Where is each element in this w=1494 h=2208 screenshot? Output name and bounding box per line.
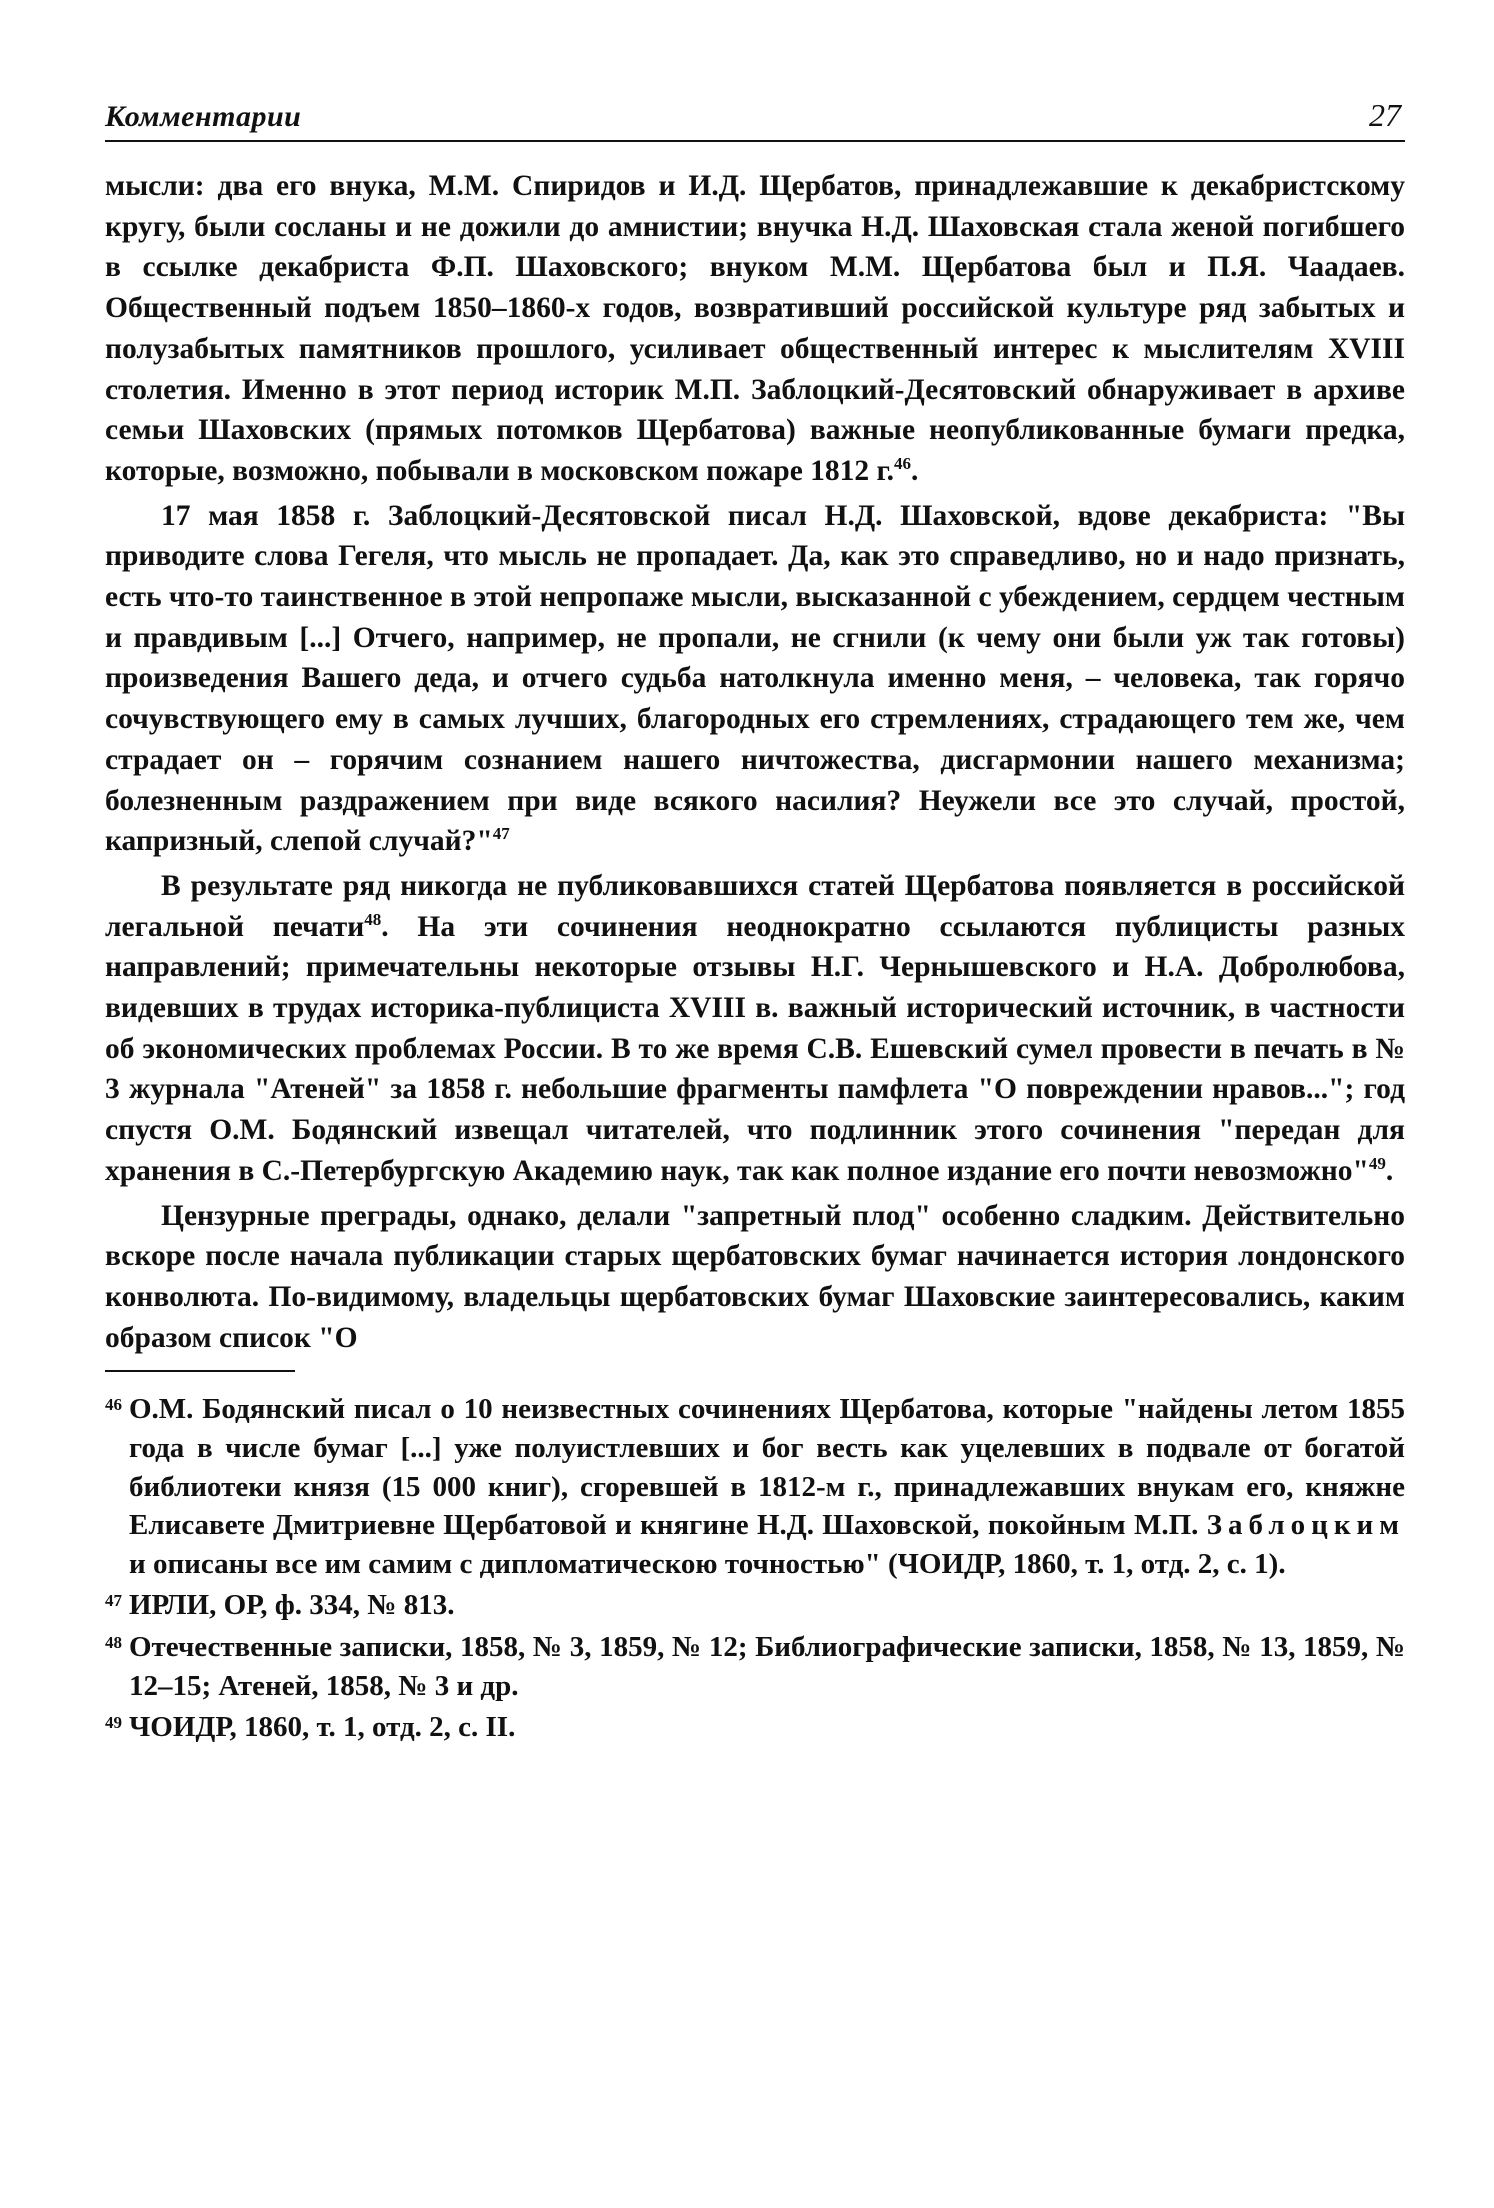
- footnote-text: ИРЛИ, ОР, ф. 334, № 813.: [129, 1589, 455, 1622]
- paragraph-4: [105, 1196, 1405, 1359]
- footnote-48: [105, 1628, 1405, 1705]
- footnote-ref: 47: [492, 824, 510, 844]
- footnote-ref: 48: [364, 909, 382, 929]
- footnote-number: 49: [105, 1713, 122, 1733]
- running-header: [105, 88, 1405, 142]
- footnote-47: [105, 1586, 1405, 1625]
- paragraph-text: Цензурные преграды, однако, делали "запретный плод" особенно сладким. Действительно вскоре после начала публикации старых щербатовских бумаг начинается история лондонского конволюта. По-видимому, владельцы щербатовских бумаг Шаховские заинтересовались, каким образом список "О: [105, 1199, 1405, 1354]
- footnote-text: О.М. Бодянский писал о 10 неизвестных сочинениях Щербатова, которые "найдены летом 1855 года в числе бумаг [...] уже полуистлевших и бог весть как уцелевших в подвале от богатой библиотеки князя (15 000 книг), сгоревшей в 1812-м г., принадлежавших внукам его, княжне Елисавете Дмитриевне Щербатовой и княгине Н.Д. Шаховской, покойным М.П.: [129, 1393, 1405, 1542]
- footnote-spaced-name: Заблоцким: [1206, 1509, 1405, 1542]
- footnote-ref: 49: [1368, 1154, 1386, 1174]
- footnote-text: Отечественные записки, 1858, № 3, 1859, № 12; Библиографические записки, 1858, № 13, 1859, № 12–15; Атеней, 1858, № 3 и др.: [129, 1630, 1405, 1702]
- paragraph-1: [105, 166, 1405, 492]
- paragraph-text: 17 мая 1858 г. Заблоцкий-Десятовской писал Н.Д. Шаховской, вдове декабриста: "Вы приводите слова Гегеля, что мысль не пропадает. Да, как это справедливо, но и надо признать, есть что-то таинственное в этой непропаже мысли, высказанной с убеждением, сердцем честным и правдивым [...] Отчего, например, не пропали, не сгнили (к чему они были уж так готовы) произведения Вашего деда, и отчего судьба натолкнула именно меня, – человека, так горячо сочувствующего ему в самых лучших, благородных его стремлениях, страдающего тем же, чем страдает он – горячим сознанием нашего ничтожества, дисгармонии нашего механизма; болезненным раздражением при виде всякого насилия? Неужели все это случай, простой, капризный, слепой случай?": [105, 499, 1405, 858]
- paragraph-2: [105, 496, 1405, 862]
- paragraph-text-tail: . На эти сочинения неоднократно ссылаются публицисты разных направлений; примечательны некоторые отзывы Н.Г. Чернышевского и Н.А. Добролюбова, видевших в трудах историка-публициста XVIII в. важный исторический источник, в частности об экономических проблемах России. В то же время С.В. Ешевский сумел провести в печать в № 3 журнала "Атеней" за 1858 г. небольшие фрагменты памфлета "О повреждении нравов..."; год спустя О.М. Бодянский извещал читателей, что подлинник этого сочинения "передан для хранения в С.-Петербургскую Академию наук, так как полное издание его почти невозможно": [105, 910, 1405, 1187]
- footnote-text: ЧОИДР, 1860, т. 1, отд. 2, с. II.: [129, 1711, 516, 1744]
- footnote-46: [105, 1390, 1405, 1583]
- footnote-divider: [105, 1370, 295, 1372]
- book-page: [105, 88, 1405, 2178]
- footnote-number: 48: [105, 1632, 122, 1652]
- section-title: Комментарии: [105, 100, 302, 133]
- paragraph-text-end: .: [1385, 1154, 1394, 1187]
- footnote-ref: 46: [894, 454, 911, 474]
- footnote-49: [105, 1708, 1405, 1747]
- paragraph-text-tail: .: [911, 454, 919, 487]
- footnote-number: 47: [105, 1591, 122, 1611]
- paragraph-3: [105, 866, 1405, 1192]
- footnote-number: 46: [105, 1395, 122, 1415]
- main-text: [105, 166, 1405, 1358]
- paragraph-text: мысли: два его внука, М.М. Спиридов и И.Д. Щербатов, принадлежавшие к декабристскому кругу, были сосланы и не дожили до амнистии; внучка Н.Д. Шаховская стала женой погибшего в ссылке декабриста Ф.П. Шаховского; внуком М.М. Щербатова был и П.Я. Чаадаев. Общественный подъем 1850–1860-х годов, возвративший российской культуре ряд забытых и полузабытых памятников прошлого, усиливает общественный интерес к мыслителям XVIII столетия. Именно в этот период историк М.П. Заблоцкий-Десятовский обнаруживает в архиве семьи Шаховских (прямых потомков Щербатова) важные неопубликованные бумаги предка, которые, возможно, побывали в московском пожаре 1812 г.: [105, 170, 1405, 487]
- page-number: 27: [1369, 97, 1401, 133]
- footnote-text-tail: и описаны все им самим с дипломатическою точностью" (ЧОИДР, 1860, т. 1, отд. 2, с. 1).: [129, 1547, 1286, 1580]
- footnotes: [105, 1390, 1405, 1746]
- paragraph-text: В результате ряд никогда не публиковавшихся статей Щербатова появляется в российской легальной печати: [105, 869, 1405, 943]
